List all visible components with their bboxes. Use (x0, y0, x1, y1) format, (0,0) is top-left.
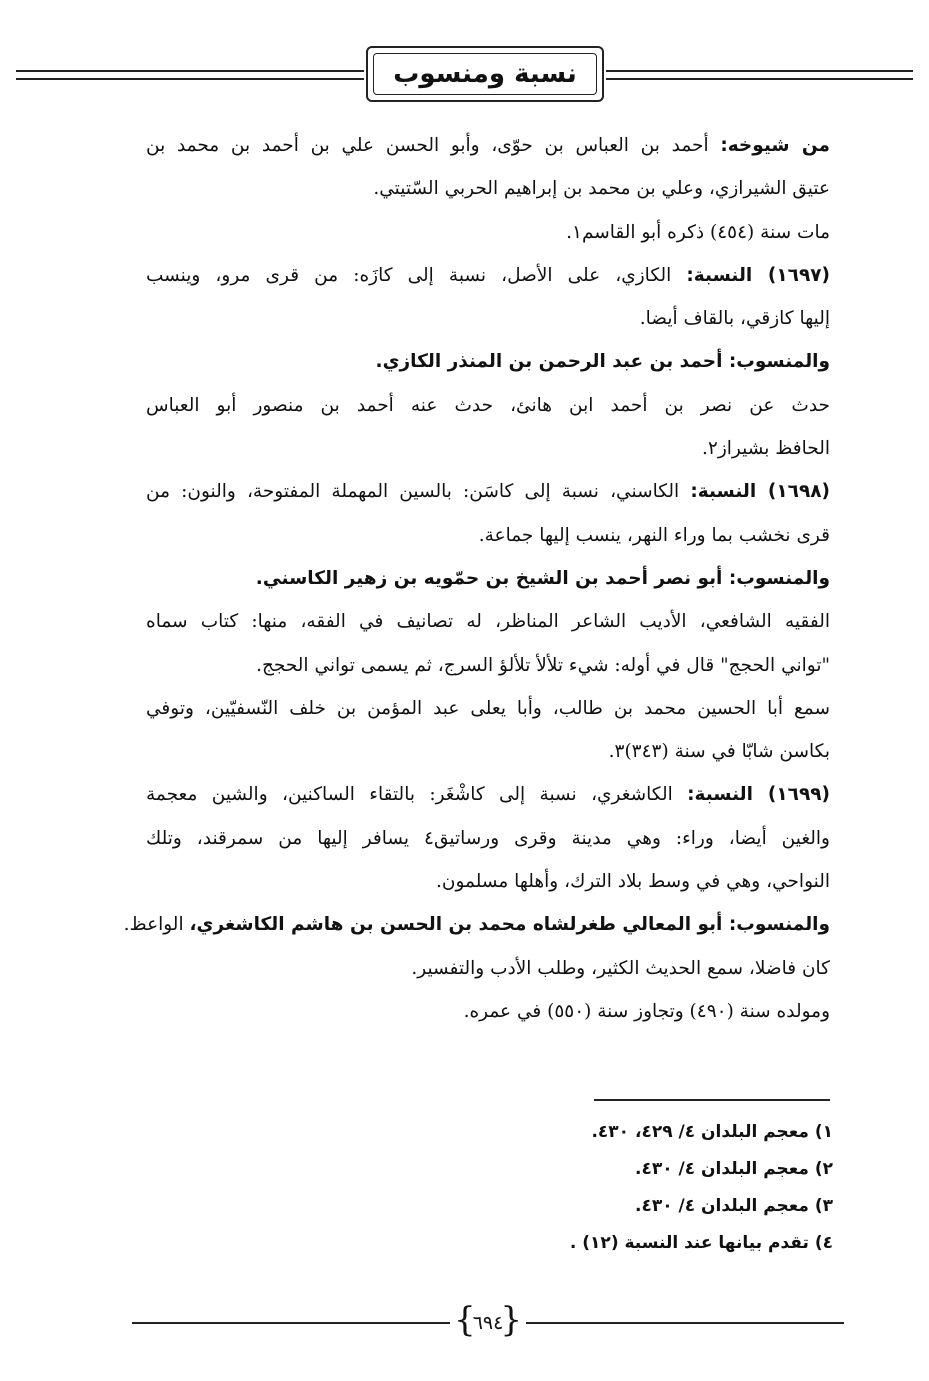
text-line (146, 947, 830, 990)
text-line (146, 600, 830, 643)
text-line (146, 557, 830, 600)
header-rule (606, 78, 913, 80)
text-line (146, 254, 830, 297)
text-line (146, 990, 830, 1033)
line-text: الفقيه الشافعي، الأديب الشاعر المناظر، له تصانيف في الفقه، منها: كتاب سماه (146, 611, 830, 633)
line-heading: (١٦٩٩) النسبة: (687, 784, 830, 806)
footnote-separator (594, 1099, 830, 1101)
text-line (146, 167, 830, 210)
line-text: الواعظ. (123, 914, 190, 936)
footnotes (333, 1114, 833, 1262)
line-text: الكاشغري، نسبة إلى كاشْغَر: بالتقاء الساكنين، والشين معجمة (146, 784, 688, 806)
text-line (146, 427, 830, 470)
open-brace-icon: { (500, 1300, 522, 1340)
page-header (16, 44, 913, 110)
text-line (146, 687, 830, 730)
text-line (146, 124, 830, 167)
line-text: "تواني الحجج" قال في أوله: شيء تلألأ تلألؤ السرج، ثم يسمى تواني الحجج. (256, 654, 830, 676)
text-line (146, 817, 830, 860)
line-text: الحافظ بشيراز٢. (702, 438, 830, 460)
line-text: ومولده سنة (٤٩٠) وتجاوز سنة (٥٥٠) في عمره. (463, 1000, 830, 1022)
text-line (123, 903, 830, 946)
text-line (146, 297, 830, 340)
line-heading: والمنسوب: أبو المعالي طغرلشاه محمد بن الحسن بن هاشم الكاشغري، (189, 914, 830, 936)
footer-rule (132, 1322, 450, 1324)
footnote: ٢) معجم البلدان ٤/ ٤٣٠. (634, 1159, 833, 1179)
close-brace-icon: } (454, 1300, 476, 1340)
line-text: حدث عن نصر بن أحمد ابن هانئ، حدث عنه أحمد بن منصور أبو العباس (146, 394, 830, 416)
footnote: ١) معجم البلدان ٤/ ٤٢٩، ٤٣٠. (591, 1122, 833, 1142)
header-rule (16, 70, 364, 72)
line-text: إليها كازقي، بالقاف أيضا. (639, 308, 830, 330)
line-heading: (١٦٩٨) النسبة: (690, 481, 830, 503)
text-line (146, 340, 830, 383)
line-text: قرى نخشب بما وراء النهر، ينسب إليها جماعة. (478, 524, 830, 546)
line-text: سمع أبا الحسين محمد بن طالب، وأبا يعلى عبد المؤمن بن خلف النّسفيّين، وتوفي (146, 697, 830, 719)
text-line (146, 860, 830, 903)
line-text: مات سنة (٤٥٤) ذكره أبو القاسم١. (566, 221, 830, 243)
text-line (146, 211, 830, 254)
line-text: الكازي، على الأصل، نسبة إلى كازَه: من قرى مرو، وينسب (146, 264, 687, 286)
line-heading: والمنسوب: أحمد بن عبد الرحمن بن المنذر الكازي. (375, 351, 830, 373)
text-line (146, 644, 830, 687)
line-text: الكاسني، نسبة إلى كاسَن: بالسين المهملة المفتوحة، والنون: من (146, 481, 691, 503)
page-number: ٦٩٤ (472, 1312, 504, 1334)
footnote: ٤) تقدم بيانها عند النسبة (١٢) . (569, 1233, 833, 1253)
line-heading: من شيوخه: (720, 135, 830, 156)
text-line (146, 730, 830, 773)
main-text (123, 124, 830, 1033)
line-text: بكاسن شابّا في سنة (٣٤٣)٣. (608, 741, 830, 763)
line-text: عتيق الشيرازي، وعلي بن محمد بن إبراهيم الحربي السّتيتي. (373, 178, 830, 200)
footer-rule (526, 1322, 844, 1324)
text-line (146, 470, 830, 513)
footnote: ٣) معجم البلدان ٤/ ٤٣٠. (634, 1196, 833, 1216)
page-title: نسبة ومنسوب (393, 59, 577, 89)
line-heading: (١٦٩٧) النسبة: (686, 264, 830, 286)
line-heading: والمنسوب: أبو نصر أحمد بن الشيخ بن حمّويه بن زهير الكاسني. (255, 567, 830, 589)
header-rule (16, 78, 364, 80)
header-title-inner-frame (373, 53, 597, 95)
line-text: والغين أيضا، وراء: وهي مدينة وقرى ورساتيق٤ يسافر إليها من سمرقند، وتلك (146, 827, 830, 849)
line-text: النواحي، وهي في وسط بلاد الترك، وأهلها مسلمون. (435, 871, 830, 893)
text-line (146, 514, 830, 557)
page-number-frame (454, 1300, 522, 1342)
line-text: أحمد بن العباس بن حوّى، وأبو الحسن علي بن أحمد بن محمد بن (146, 135, 721, 156)
header-title-frame (366, 46, 604, 102)
line-text: كان فاضلا، سمع الحديث الكثير، وطلب الأدب والتفسير. (411, 957, 830, 979)
text-line (146, 384, 830, 427)
text-line (146, 773, 830, 816)
header-rule (606, 70, 913, 72)
page-footer (132, 1300, 844, 1344)
